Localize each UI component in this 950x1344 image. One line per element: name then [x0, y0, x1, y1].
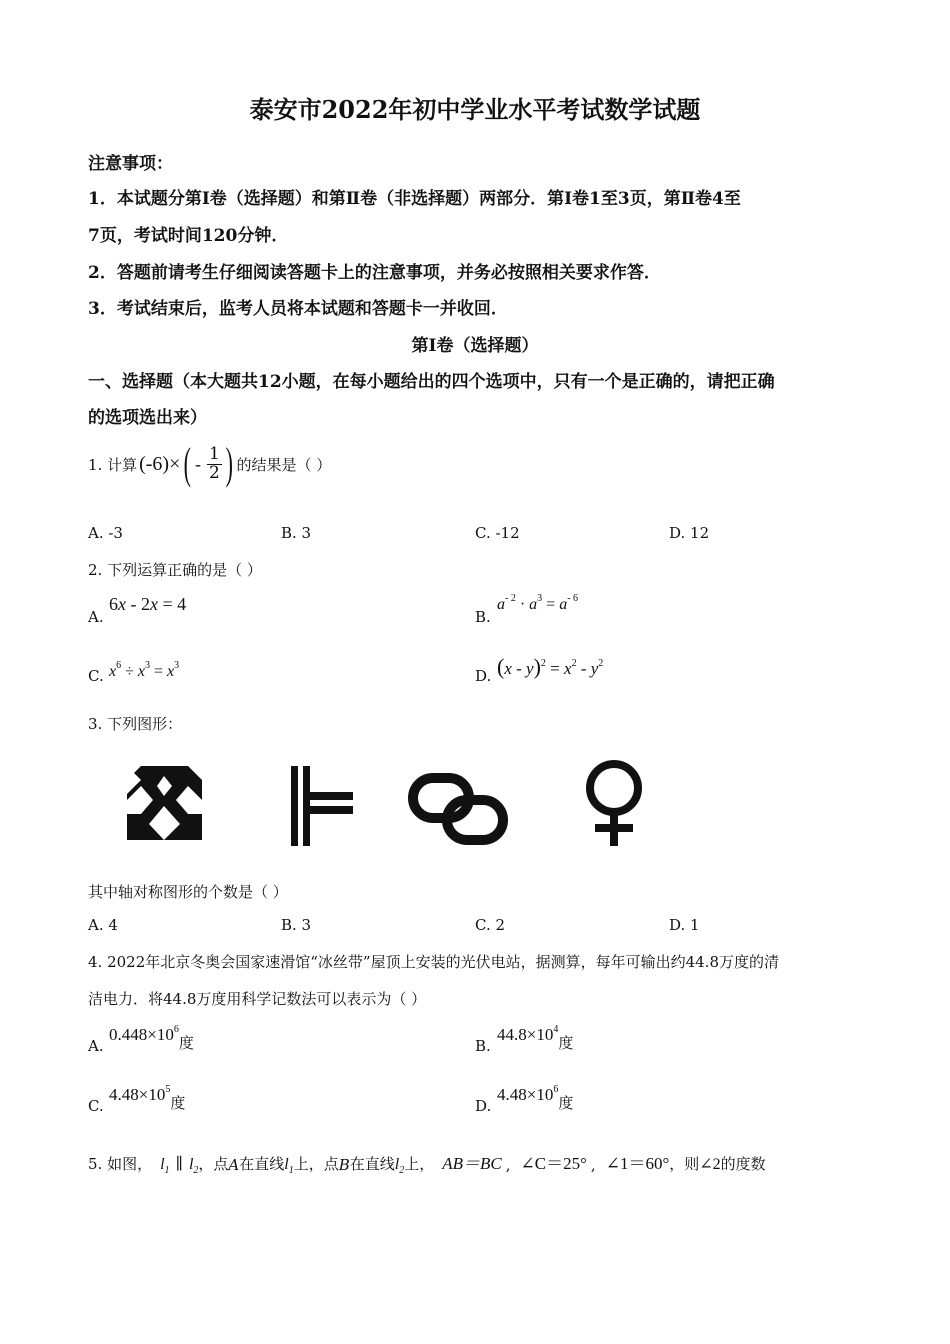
- q4-option-c-unit: 度: [170, 1094, 186, 1112]
- q2-option-d-expr: $(x - y)^2 = x^2 - y^2$: [497, 654, 604, 679]
- q4-option-c-expr: [109, 1084, 186, 1112]
- q4-option-b-unit: 度: [558, 1034, 574, 1052]
- q4-option-a-label[interactable]: A.: [88, 1037, 104, 1055]
- q4-option-d-expr: [497, 1084, 574, 1112]
- q1-fraction: [207, 443, 222, 483]
- q5-mid-5: 上，: [404, 1155, 435, 1173]
- q1-minus: -: [195, 453, 202, 474]
- q4-option-a-mantissa: 0.448×10: [109, 1025, 174, 1044]
- part1-line-2: 的选项选出来）: [88, 408, 207, 428]
- q2-option-b-expr: $a^{- 2} \cdot a^3 = a^{- 6}$: [497, 593, 579, 613]
- note-1-line-2: 7页，考试时间120分钟．: [88, 226, 289, 246]
- q5-tail: ，则: [669, 1155, 700, 1173]
- q4-option-a-unit: 度: [178, 1034, 194, 1052]
- q1-option-c[interactable]: C. -12: [475, 524, 520, 542]
- q3-figure-4-icon: [581, 758, 647, 848]
- q1-fraction-numerator: 1: [209, 443, 220, 464]
- q3-question: 其中轴对称图形的个数是（ ）: [88, 883, 288, 901]
- q4-option-b-expr: [497, 1024, 574, 1052]
- q1-option-a[interactable]: A. -3: [88, 524, 123, 542]
- note-2: 2．答题前请考生仔细阅读答题卡上的注意事项，并务必按照相关要求作答．: [88, 263, 661, 283]
- q2-option-c-expr: $x^6 \div x^3 = x^3$: [109, 660, 180, 680]
- q5-comma-1: ,: [505, 1156, 511, 1174]
- q1-right-paren: ): [225, 439, 233, 488]
- q5-l2-b: $l_2$: [394, 1156, 405, 1176]
- q1-suffix: 的结果是（ ）: [236, 455, 332, 474]
- q1-option-b[interactable]: B. 3: [281, 524, 312, 542]
- q5-mid-3: 上，点: [293, 1155, 339, 1173]
- q3-option-a[interactable]: A. 4: [88, 916, 118, 934]
- q2-option-d-label[interactable]: D.: [475, 667, 492, 685]
- q5-prefix: 5. 如图，: [88, 1155, 153, 1173]
- q5-parallel: ∥: [175, 1156, 183, 1173]
- q5-end: 的度数: [720, 1155, 766, 1173]
- q4-option-d-mantissa: 4.48×10: [497, 1085, 554, 1104]
- q1-prefix: 1. 计算: [88, 455, 138, 474]
- q5-cond-ab: AB＝BC: [442, 1154, 502, 1173]
- q4-line-2: 洁电力．将44.8万度用科学记数法可以表示为（ ）: [88, 990, 427, 1008]
- page-title: 泰安市2022年初中学业水平考试数学试题: [249, 95, 701, 124]
- q1-left-paren: (: [184, 439, 192, 488]
- q3-figure-3-icon: [408, 773, 508, 845]
- q2-option-c-label[interactable]: C.: [88, 667, 104, 685]
- q1-fraction-denominator: 2: [209, 462, 220, 483]
- q5-comma-2: ,: [590, 1156, 596, 1174]
- q2-option-a-expr: 6x - 2x = 4: [109, 594, 187, 614]
- q4-line-1: 4. 2022年北京冬奥会国家速滑馆“冰丝带”屋顶上安装的光伏电站，据测算，每年可输出约44.8万度的清: [88, 953, 779, 971]
- q4-option-b-exponent: 4: [553, 1024, 559, 1035]
- notes-heading: 注意事项：: [88, 154, 173, 174]
- q4-option-d-exponent: 6: [553, 1084, 559, 1095]
- q3-figure-2-icon: [289, 766, 353, 846]
- question-5: [88, 1144, 766, 1174]
- section-title: 第Ⅰ卷（选择题）: [411, 336, 539, 356]
- q5-l2-a: $l_2$: [188, 1156, 199, 1176]
- q3-option-c[interactable]: C. 2: [475, 916, 506, 934]
- note-3: 3．考试结束后，监考人员将本试题和答题卡一并收回．: [88, 299, 508, 319]
- q5-cond-1: ∠1＝60°: [605, 1154, 670, 1173]
- note-1-line-1: 1．本试题分第Ⅰ卷（选择题）和第Ⅱ卷（非选择题）两部分．第Ⅰ卷1至3页，第Ⅱ卷4至: [88, 189, 741, 209]
- q5-point-a: A: [228, 1156, 240, 1174]
- q5-angle-2: ∠2: [699, 1156, 721, 1173]
- q5-mid-4: 在直线: [349, 1155, 395, 1173]
- q5-mid-1: ，点: [198, 1155, 229, 1173]
- question-1: [88, 436, 331, 492]
- q3-stem: 3. 下列图形：: [88, 715, 183, 733]
- q2-option-b-label[interactable]: B.: [475, 608, 491, 626]
- q4-option-d-label[interactable]: D.: [475, 1097, 492, 1115]
- q4-option-a-exponent: 6: [173, 1024, 179, 1035]
- q4-option-d-unit: 度: [558, 1094, 574, 1112]
- q2-option-a-label[interactable]: A.: [88, 608, 104, 626]
- q5-point-b: B: [338, 1156, 350, 1174]
- q5-l1-a: $l_1$: [160, 1156, 170, 1176]
- q4-option-b-label[interactable]: B.: [475, 1037, 491, 1055]
- q4-option-b-mantissa: 44.8×10: [497, 1025, 554, 1044]
- q4-option-c-label[interactable]: C.: [88, 1097, 104, 1115]
- q3-option-d[interactable]: D. 1: [669, 916, 700, 934]
- q1-expr-a: (-6)×: [139, 452, 181, 475]
- q1-option-d[interactable]: D. 12: [669, 524, 710, 542]
- q5-mid-2: 在直线: [239, 1155, 285, 1173]
- q4-option-c-mantissa: 4.48×10: [109, 1085, 166, 1104]
- q3-figure-1-icon: [127, 766, 202, 840]
- q5-l1-b: $l_1$: [284, 1156, 294, 1176]
- q2-stem: 2. 下列运算正确的是（ ）: [88, 561, 262, 579]
- q4-option-c-exponent: 5: [165, 1084, 171, 1095]
- q4-option-a-expr: [109, 1024, 194, 1052]
- part1-line-1: 一、选择题（本大题共12小题，在每小题给出的四个选项中，只有一个是正确的，请把正确: [88, 372, 775, 392]
- q5-cond-c: ∠C＝25°: [520, 1154, 587, 1173]
- q3-option-b[interactable]: B. 3: [281, 916, 312, 934]
